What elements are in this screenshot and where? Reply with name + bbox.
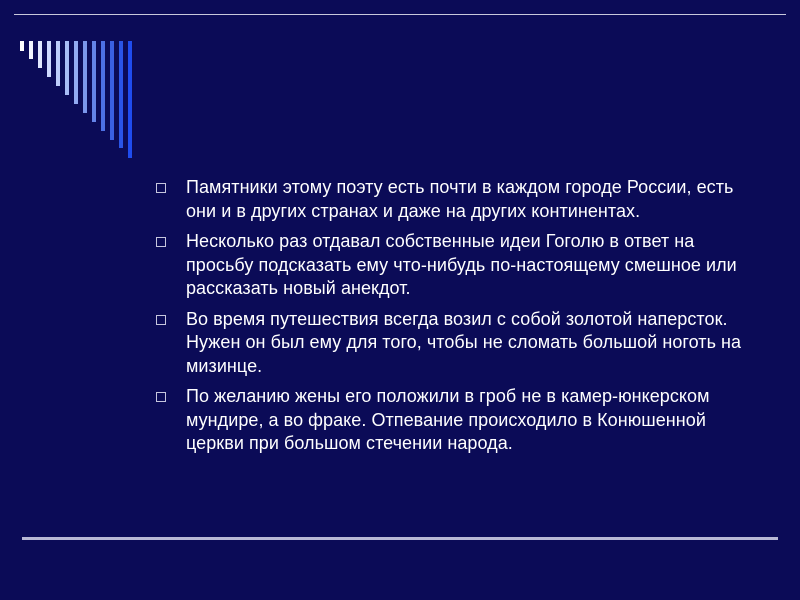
bottom-divider-line (22, 537, 778, 540)
list-item-text: Памятники этому поэту есть почти в каждом городе России, есть они и в других странах и даже на других континентах. (186, 177, 734, 221)
decorative-bar (101, 41, 105, 131)
decorative-bar (119, 41, 123, 148)
decorative-bar (65, 41, 69, 95)
decorative-bar (38, 41, 42, 68)
hollow-square-icon (156, 315, 166, 325)
decorative-bar (20, 41, 24, 51)
decorative-bar (110, 41, 114, 140)
list-item (156, 176, 746, 223)
bullet-list (156, 176, 746, 463)
decorative-bar (56, 41, 60, 86)
decorative-bars (0, 0, 140, 170)
list-item (156, 230, 746, 301)
decorative-bar (92, 41, 96, 122)
list-item (156, 308, 746, 379)
hollow-square-icon (156, 392, 166, 402)
decorative-bar (47, 41, 51, 77)
hollow-square-icon (156, 183, 166, 193)
list-item-text: Во время путешествия всегда возил с собой золотой наперсток. Нужен он был ему для того, чтобы не сломать большой ноготь на мизинце. (186, 308, 742, 376)
decorative-bar (83, 41, 87, 113)
decorative-bar (29, 41, 33, 59)
decorative-bar (74, 41, 78, 104)
list-item-text: Несколько раз отдавал собственные идеи Гоголю в ответ на просьбу подсказать ему что-нибудь по-настоящему смешное или рассказать новый анекдот. (186, 231, 737, 298)
decorative-bar (128, 41, 132, 158)
list-item (156, 385, 746, 456)
list-item-text: По желанию жены его положили в гроб не в камер-юнкерском мундире, а во фраке. Отпевание происходило в Конюшенной церкви при большом стечении народа. (186, 386, 710, 453)
hollow-square-icon (156, 237, 166, 247)
